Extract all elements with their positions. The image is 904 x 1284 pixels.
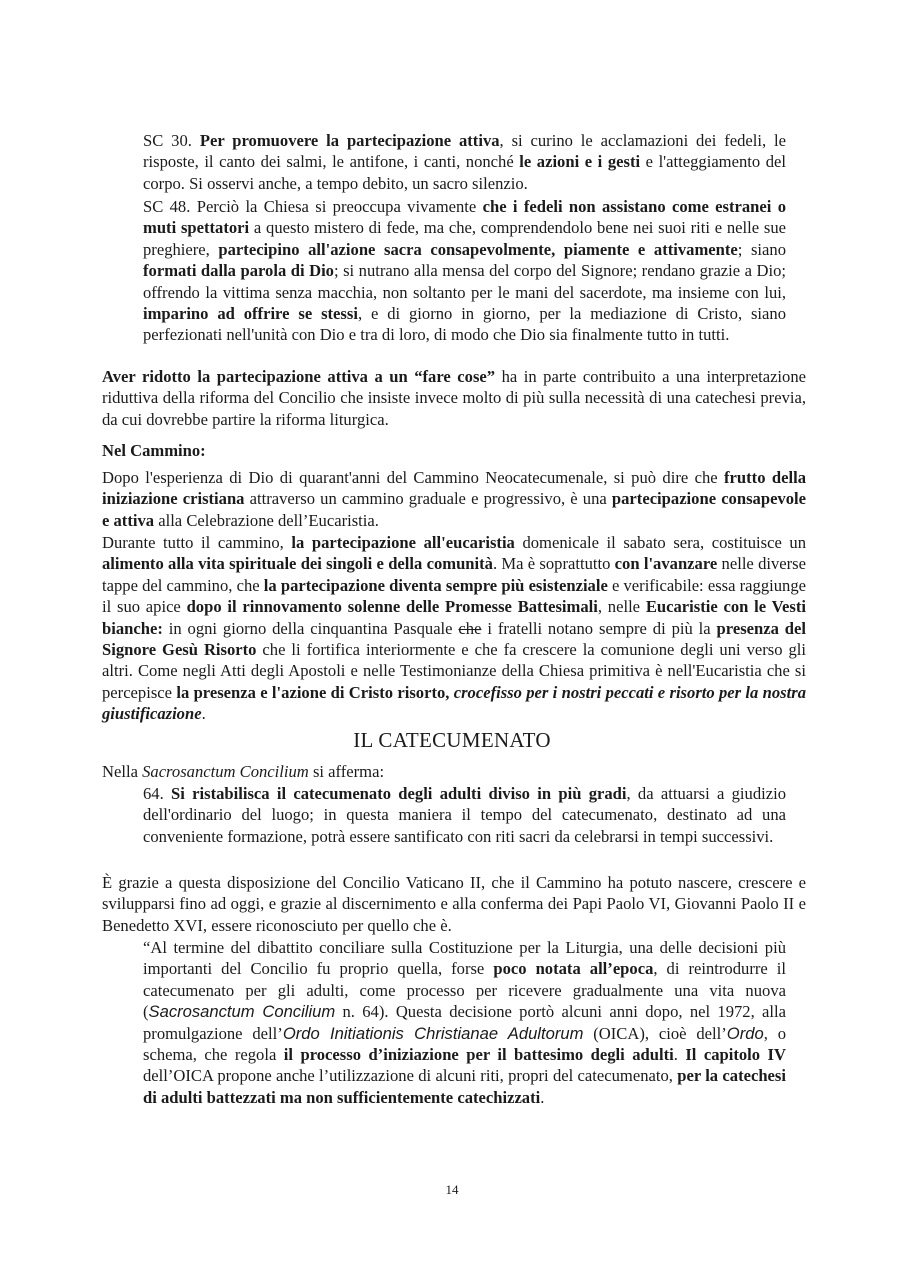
section-heading: IL CATECUMENATO	[353, 728, 551, 752]
paragraph-sc30: SC 30. Per promuovere la partecipazione attiva, si curino le acclamazioni dei fedeli, le risposte, il canto dei salmi, le antifone, i canti, nonché le azioni e i gesti e l'atteggiamento del corpo. Si osservi anche, a tempo debito, un sacro silenzio.	[143, 131, 786, 193]
paragraph-dopo: Dopo l'esperienza di Dio di quarant'anni del Cammino Neocatecumenale, si può dire che frutto della iniziazione cristiana attraverso un cammino graduale e progressivo, è una partecipazione consapevole e attiva alla Celebrazione dell’Eucaristia.	[102, 468, 807, 530]
page-number: 14	[445, 1182, 459, 1197]
paragraph-sc48: SC 48. Perciò la Chiesa si preoccupa vivamente che i fedeli non assistano come estranei o muti spettatori a questo mistero di fede, ma che, comprendendolo bene nei suoi riti e nelle sue preghiere, partecipino all'azione sacra consapevolmente, piamente e attivamente; siano formati dalla parola di Dio; si nutrano alla mensa del corpo del Signore; rendano grazie a Dio; offrendo la vittima senza macchia, non soltanto per le mani del sacerdote, ma insieme con lui, imparino ad offrire se stessi, e di giorno in giorno, per la mediazione di Cristo, siano perfezionati nell'unità con Dio e tra di loro, di modo che Dio sia finalmente tutto in tutti.	[143, 197, 787, 345]
paragraph-64: 64. Si ristabilisca il catecumenato degli adulti diviso in più gradi, da attuarsi a giudizio dell'ordinario del luogo; in questa maniera il tempo del catecumenato, destinato ad una conveniente formazione, potrà essere santificato con riti sacri da celebrarsi in tempi successivi.	[143, 784, 786, 846]
paragraph-aver-ridotto: Aver ridotto la partecipazione attiva a un “fare cose” ha in parte contribuito a una interpretazione riduttiva della riforma del Concilio che insiste invece molto di più sulla necessità di una catechesi previa, da cui dovrebbe partire la riforma liturgica.	[102, 367, 806, 429]
paragraph-durante: Durante tutto il cammino, la partecipazione all'eucaristia domenicale il sabato sera, costituisce un alimento alla vita spirituale dei singoli e della comunità. Ma è soprattutto con l'avanzare nelle diverse tappe del cammino, che la partecipazione diventa sempre più esistenziale e verificabile: essa raggiunge il suo apice dopo il rinnovamento solenne delle Promesse Battesimali, nelle Eucaristie con le Vesti bianche: in ogni giorno della cinquantina Pasquale che i fratelli notano sempre di più la presenza del Signore Gesù Risorto che li fortifica interiormente e che fa crescere la comunione degli uni verso gli altri. Come negli Atti degli Apostoli e nelle Testimonianze della Chiesa primitiva è nell'Eucaristia che si percepisce la presenza e l'azione di Cristo risorto, crocefisso per i nostri peccati e risorto per la nostra giustificazione.	[102, 533, 807, 724]
paragraph-e-grazie: È grazie a questa disposizione del Concilio Vaticano II, che il Cammino ha potuto nascere, crescere e svilupparsi fino ad oggi, e grazie al discernimento e alla conferma dei Papi Paolo VI, Giovanni Paolo II e Benedetto XVI, essere riconosciuto per quello che è.	[102, 873, 806, 935]
subheading-nel-cammino: Nel Cammino:	[102, 441, 206, 460]
paragraph-nella: Nella Sacrosanctum Concilium si afferma:	[102, 762, 385, 781]
paragraph-quote: “Al termine del dibattito conciliare sulla Costituzione per la Liturgia, una delle decisioni più importanti del Concilio fu proprio quella, forse poco notata all’epoca, di reintrodurre il catecumenato per gli adulti, come processo per ricevere gradualmente una vita nuova (Sacrosanctum Concilium n. 64). Questa decisione portò alcuni anni dopo, nel 1972, alla promulgazione dell’Ordo Initiationis Christianae Adultorum (OICA), cioè dell’Ordo, o schema, che regola il processo d’iniziazione per il battesimo degli adulti. Il capitolo IV dell’OICA propone anche l’utilizzazione di alcuni riti, propri del catecumenato, per la catechesi di adulti battezzati ma non sufficientemente catechizzati.	[143, 938, 786, 1107]
